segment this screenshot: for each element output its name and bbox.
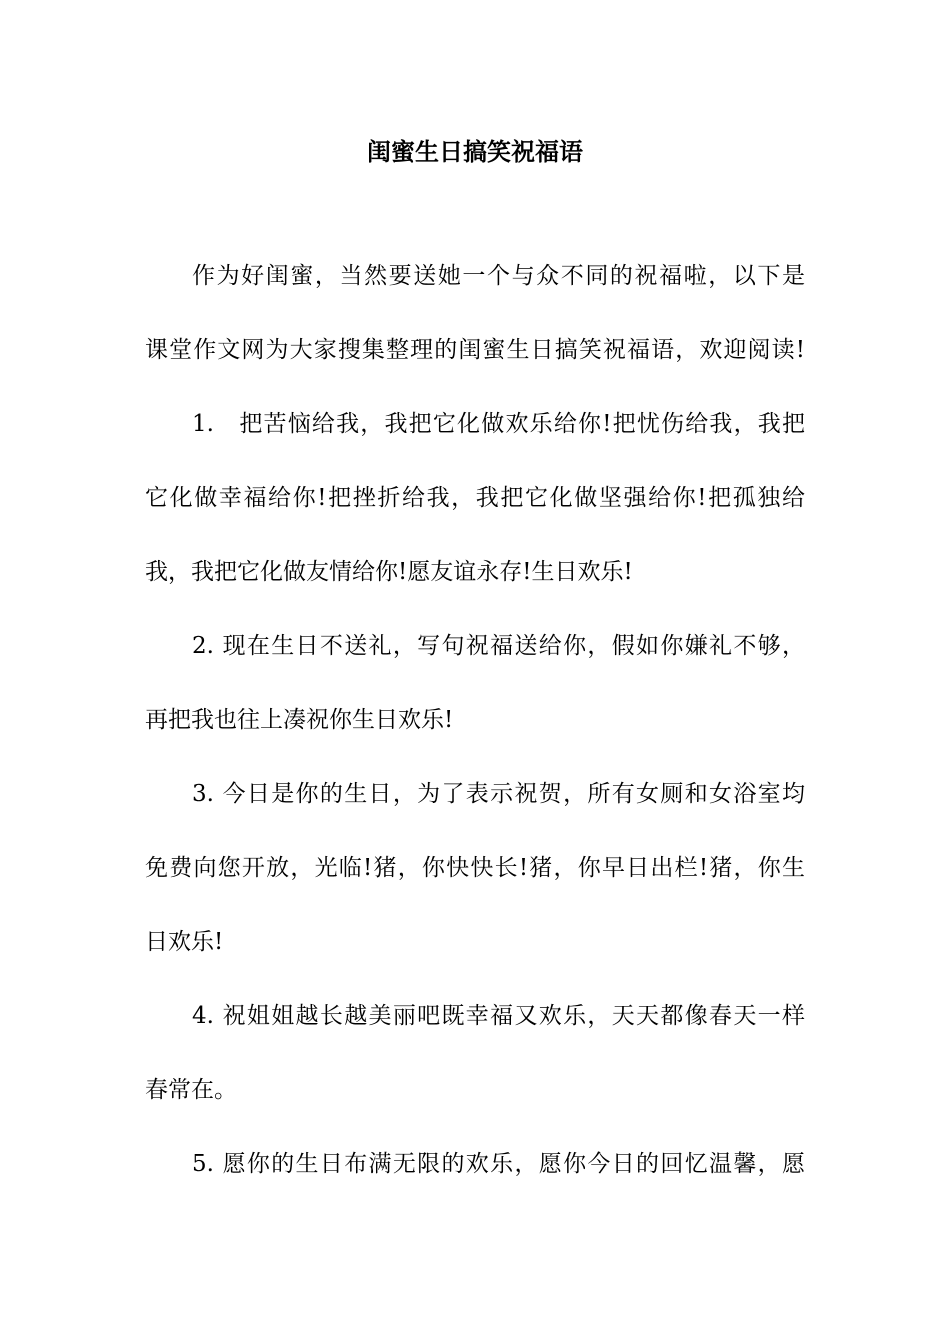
paragraph-line: 1. 把苦恼给我，我把它化做欢乐给你!把忧伤给我，我把 — [192, 411, 805, 437]
paragraph-line: 5. 愿你的生日布满无限的欢乐，愿你今日的回忆温馨，愿 — [192, 1151, 805, 1177]
paragraph-line: 作为好闺蜜，当然要送她一个与众不同的祝福啦，以下是 — [192, 263, 805, 289]
paragraph-line: 4. 祝姐姐越长越美丽吧既幸福又欢乐，天天都像春天一样 — [192, 1003, 805, 1029]
document-body — [145, 256, 805, 1218]
paragraph-line: 免费向您开放，光临!猪，你快快长!猪，你早日出栏!猪，你生 — [145, 855, 805, 881]
paragraph-line: 3. 今日是你的生日，为了表示祝贺，所有女厕和女浴室均 — [192, 781, 805, 807]
paragraph-line: 再把我也往上凑祝你生日欢乐! — [145, 707, 454, 733]
paragraph-line: 日欢乐! — [145, 929, 224, 955]
paragraph-line: 2. 现在生日不送礼，写句祝福送给你，假如你嫌礼不够， — [192, 633, 805, 659]
paragraph-line: 课堂作文网为大家搜集整理的闺蜜生日搞笑祝福语，欢迎阅读! — [145, 337, 805, 363]
paragraph-line: 春常在。 — [145, 1077, 237, 1103]
document-title: 闺蜜生日搞笑祝福语 — [367, 137, 583, 166]
paragraph-line: 我，我把它化做友情给你!愿友谊永存!生日欢乐! — [145, 559, 633, 585]
paragraph-line: 它化做幸福给你!把挫折给我，我把它化做坚强给你!把孤独给 — [145, 485, 805, 511]
